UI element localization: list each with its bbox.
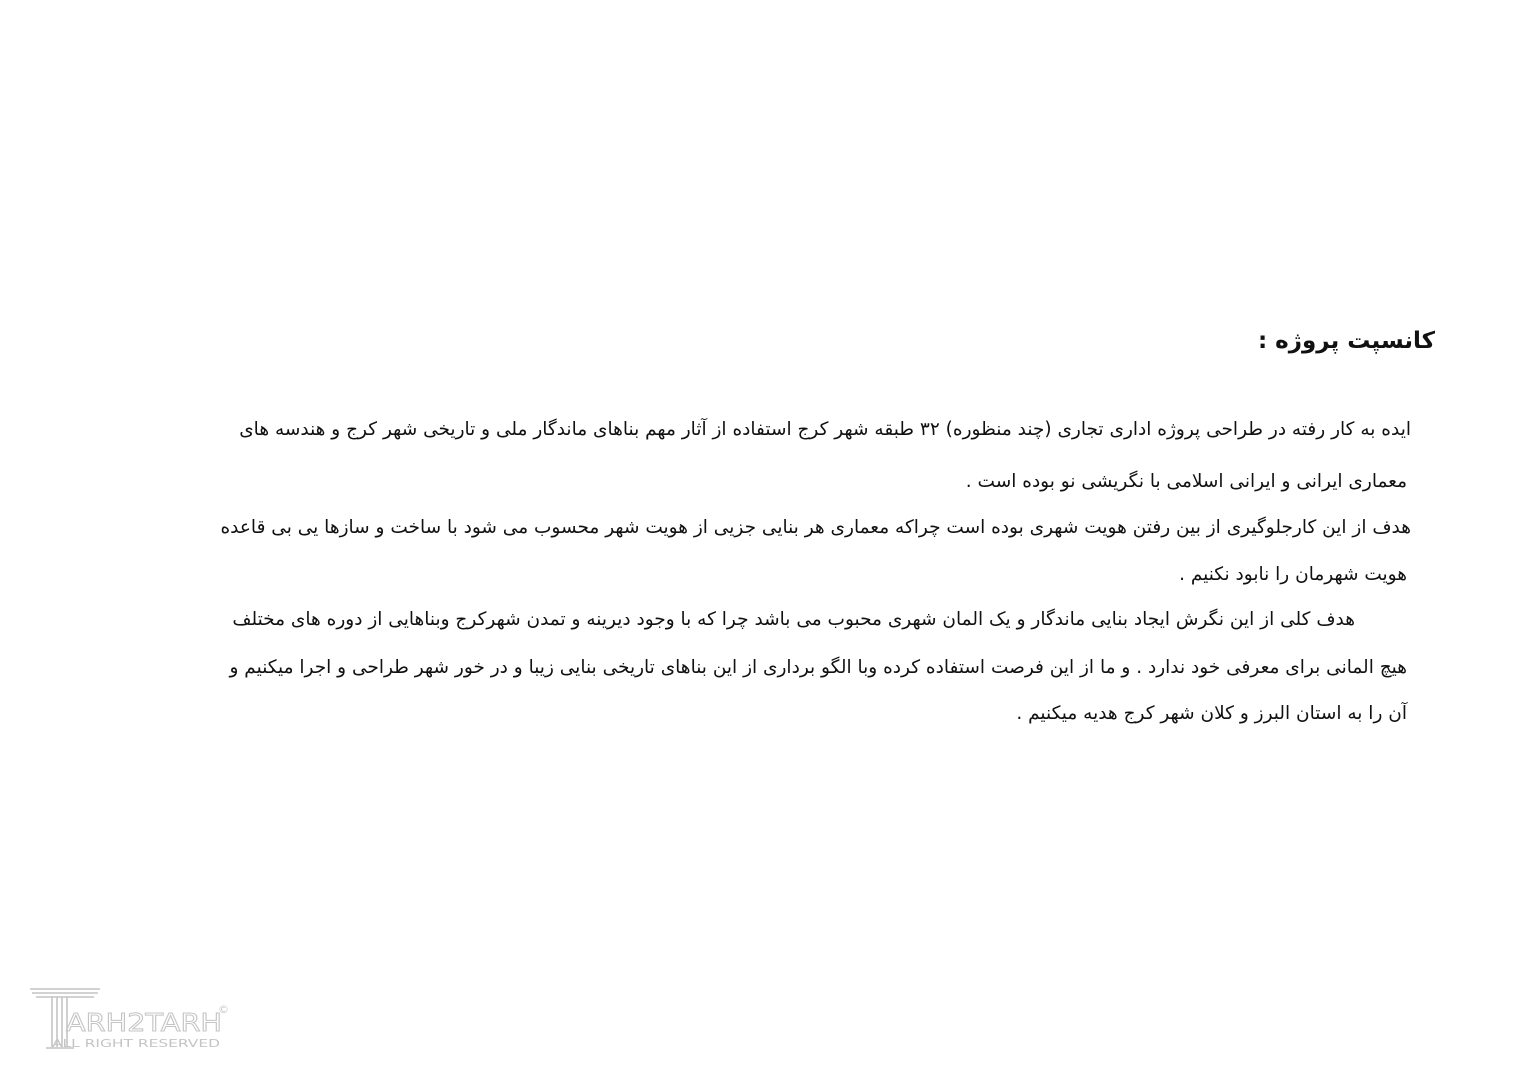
- paragraph-line: آن را به استان البرز و کلان شهر کرج هدیه میکنیم .: [1016, 703, 1407, 724]
- watermark-brand: ARH2TARH: [66, 1008, 222, 1037]
- paragraph-line: معماری ایرانی و ایرانی اسلامی با نگریشی نو بوده است .: [965, 471, 1407, 492]
- paragraph-line: هویت شهرمان را نابود نکنیم .: [1179, 564, 1407, 585]
- page-title: کانسپت پروژه :: [1257, 328, 1435, 354]
- paragraph-line: هدف از این کارجلوگیری از بین رفتن هویت شهری بوده است چراکه معماری هر بنایی جزیی از هویت شهر محسوب می شود با ساخت و سازها یی بی قاعده: [220, 517, 1411, 538]
- copyright-icon: ©: [218, 1003, 229, 1016]
- paragraph-line: هدف کلی از این نگرش ایجاد بنایی ماندگار و یک المان شهری محبوب می باشد چرا که با وجود دیرینه و تمدن شهرکرج وبناهایی از دوره های مختلف: [232, 609, 1355, 630]
- paragraph-line: ایده به کار رفته در طراحی پروژه اداری تجاری (چند منظوره) ۳۲ طبقه شهر کرج استفاده از آثار مهم بناهای ماندگار ملی و تاریخی شهر کرج و هندسه های: [239, 419, 1411, 440]
- watermark-tagline: ALL RIGHT RESERVED: [52, 1037, 220, 1050]
- paragraph-line: هیچ المانی برای معرفی خود ندارد . و ما از این فرصت استفاده کرده وبا الگو برداری از این بناهای تاریخی بنایی زیبا و در خور شهر طراحی و اجرا میکنیم و: [229, 657, 1407, 678]
- watermark-logo: [28, 985, 238, 1055]
